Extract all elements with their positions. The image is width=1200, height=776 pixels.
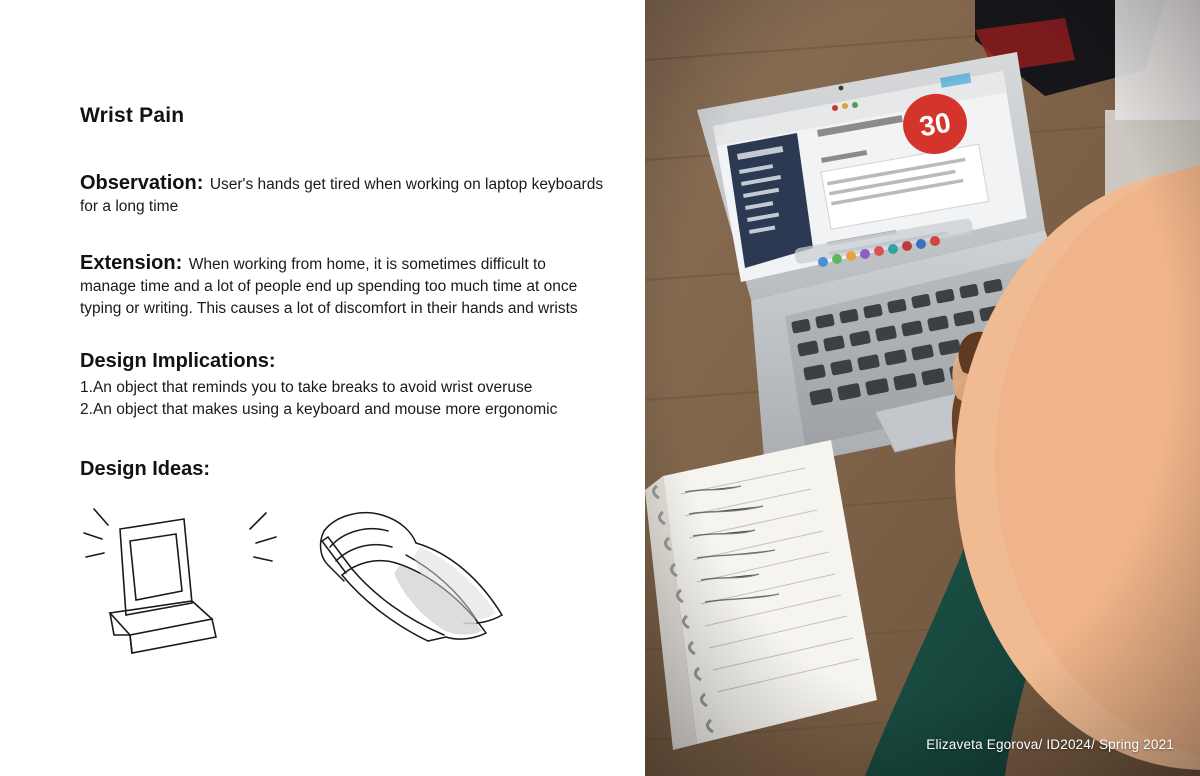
device-stand-sketch bbox=[80, 495, 280, 665]
observation-text: User's hands get tired when working on laptop keyboards for a long time bbox=[80, 176, 604, 215]
extension-block bbox=[80, 252, 605, 320]
hand-with-pen-sketch bbox=[316, 495, 526, 665]
list-item bbox=[80, 399, 605, 421]
photo-credit: Elizaveta Egorova/ ID2024/ Spring 2021 bbox=[926, 737, 1174, 752]
observation-label: Observation: bbox=[80, 172, 204, 194]
extension-text: When working from home, it is sometimes difficult to manage time and a lot of people end up spending too much time at once typing or writing. This causes a lot of discomfort in their hands and wrists bbox=[80, 256, 578, 317]
design-ideas-sketches bbox=[80, 495, 605, 665]
extension-label: Extension: bbox=[80, 252, 183, 274]
list-item-text: An object that makes using a keyboard and mouse more ergonomic bbox=[92, 401, 558, 419]
list-item bbox=[80, 377, 605, 399]
list-item-text: An object that reminds you to take breaks to avoid wrist overuse bbox=[92, 379, 533, 396]
design-ideas-heading: Design Ideas: bbox=[80, 457, 211, 480]
design-implications-heading: Design Implications: bbox=[80, 350, 276, 372]
photo-panel bbox=[645, 0, 1200, 776]
list-item-number: 2. bbox=[80, 401, 93, 419]
list-item-number: 1. bbox=[80, 379, 93, 396]
person-typing-on-laptop-photo bbox=[645, 0, 1200, 776]
observation-block bbox=[80, 172, 605, 218]
design-implications-list bbox=[80, 377, 605, 422]
page-title: Wrist Pain bbox=[80, 104, 185, 127]
